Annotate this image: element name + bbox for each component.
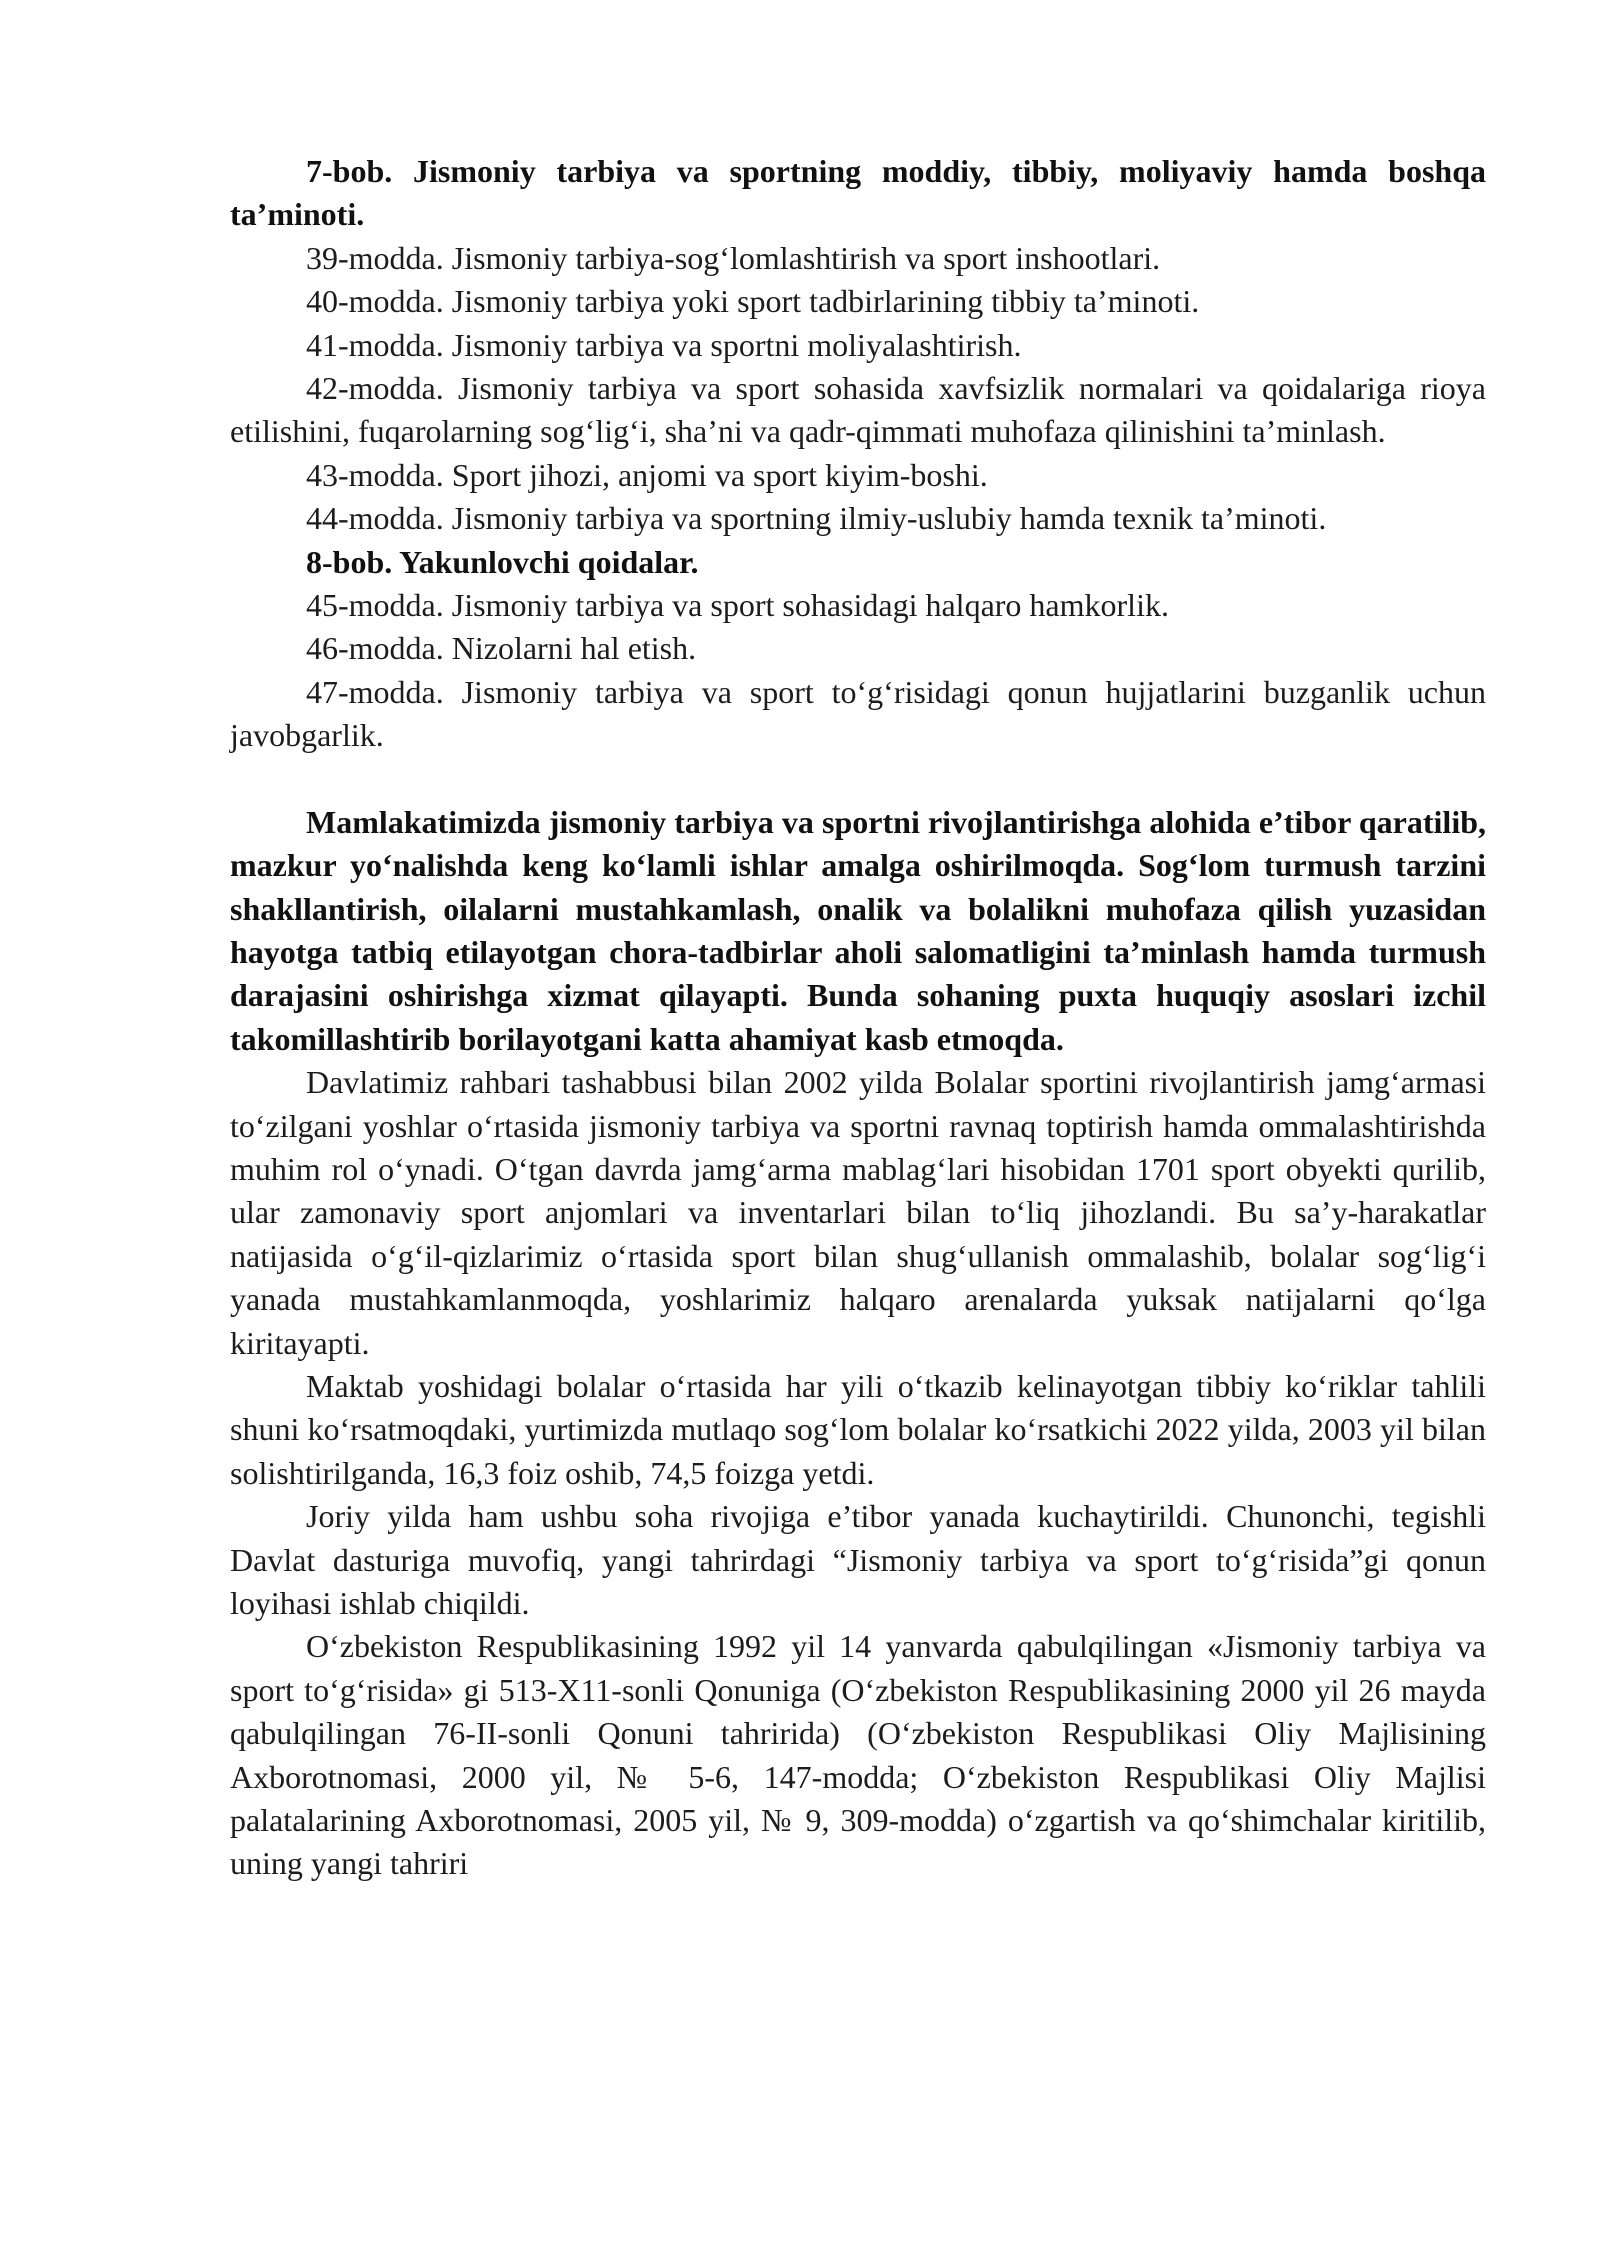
chapter-8-title: 8-bob. Yakunlovchi qoidalar. xyxy=(306,543,699,580)
intro-paragraph: Mamlakatimizda jismoniy tarbiya va sportni rivojlantirishga alohida e’tibor qaratilib, mazkur yo‘nalishda keng ko‘lamli ishlar amalga oshirilmoqda. Sog‘lom turmush tarzini shakllantirish, oilalarni mustahkamlash, onalik va bolalikni muhofaza qilish yuzasidan hayotga tatbiq etilayotgan chora-tadbirlar aholi salomatligini ta’minlash hamda turmush darajasini oshirishga xizmat qilayapti. Bunda sohaning puxta huquqiy asoslari izchil takomillashtirib borilayotgani katta ahamiyat kasb etmoqda. xyxy=(230,803,1486,1057)
article-43: 43-modda. Sport jihozi, anjomi va sport kiyim-boshi. xyxy=(306,456,988,493)
article-46: 46-modda. Nizolarni hal etish. xyxy=(306,630,697,667)
chapter-7-title: 7-bob. Jismoniy tarbiya va sportning moddiy, tibbiy, moliyaviy hamda boshqa ta’minoti. xyxy=(230,153,1486,233)
paragraph-3: Joriy yilda ham ushbu soha rivojiga e’tibor yanada kuchaytirildi. Chunonchi, tegishli Davlat dasturiga muvofiq, yangi tahrirdagi “Jismoniy tarbiya va sport to‘g‘risida”gi qonun loyihasi ishlab chiqildi. xyxy=(230,1498,1486,1621)
paragraph-4: O‘zbekiston Respublikasining 1992 yil 14 yanvarda qabulqilingan «Jismoniy tarbiya va sport to‘g‘risida» gi 513-X11-sonli Qonuniga (O‘zbekiston Respublikasining 2000 yil 26 mayda qabulqilingan 76-II-sonli Qonuni tahririda) (O‘zbekiston Respublikasi Oliy Majlisining Axborotnomasi, 2000 yil, № 5-6, 147-modda; O‘zbekiston Respublikasi Oliy Majlisi palatalarining Axborotnomasi, 2005 yil, № 9, 309-modda) o‘zgartish va qo‘shimchalar kiritilib, uning yangi tahriri xyxy=(230,1628,1486,1882)
body-text xyxy=(230,801,1486,1886)
article-41: 41-modda. Jismoniy tarbiya va sportni moliyalashtirish. xyxy=(306,326,1022,363)
section-spacer xyxy=(230,758,1486,801)
article-40: 40-modda. Jismoniy tarbiya yoki sport tadbirlarining tibbiy ta’minoti. xyxy=(306,283,1200,320)
article-42: 42-modda. Jismoniy tarbiya va sport sohasida xavfsizlik normalari va qoidalariga rioya etilishini, fuqarolarning sog‘lig‘i, sha’ni va qadr-qimmati muhofaza qilinishini ta’minlash. xyxy=(230,370,1486,450)
article-39: 39-modda. Jismoniy tarbiya-sog‘lomlashtirish va sport inshootlari. xyxy=(306,239,1161,276)
paragraph-2: Maktab yoshidagi bolalar o‘rtasida har yili o‘tkazib kelinayotgan tibbiy ko‘riklar tahlili shuni ko‘rsatmoqdaki, yurtimizda mutlaqo sog‘lom bolalar ko‘rsatkichi 2022 yilda, 2003 yil bilan solishtirilganda, 16,3 foiz oshib, 74,5 foizga yetdi. xyxy=(230,1367,1486,1491)
paragraph-1: Davlatimiz rahbari tashabbusi bilan 2002 yilda Bolalar sportini rivojlantirish jamg‘armasi to‘zilgani yoshlar o‘rtasida jismoniy tarbiya va sportni ravnaq toptirish hamda ommalashtirishda muhim rol o‘ynadi. O‘tgan davrda jamg‘arma mablag‘lari hisobidan 1701 sport obyekti qurilib, ular zamonaviy sport anjomlari va inventarlari bilan to‘liq jihozlandi. Bu sa’y-harakatlar natijasida o‘g‘il-qizlarimiz o‘rtasida sport bilan shug‘ullanish ommalashib, bolalar sog‘lig‘i yanada mustahkamlanmoqda, yoshlarimiz halqaro arenalarda yuksak natijalarni qo‘lga kiritayapti. xyxy=(230,1064,1486,1361)
table-of-contents xyxy=(230,150,1486,758)
document-page xyxy=(230,150,1486,1886)
article-47: 47-modda. Jismoniy tarbiya va sport to‘g‘risidagi qonun hujjatlarini buzganlik uchun javobgarlik. xyxy=(230,673,1486,754)
article-45: 45-modda. Jismoniy tarbiya va sport sohasidagi halqaro hamkorlik. xyxy=(306,587,1169,624)
article-44: 44-modda. Jismoniy tarbiya va sportning ilmiy-uslubiy hamda texnik ta’minoti. xyxy=(306,500,1327,537)
